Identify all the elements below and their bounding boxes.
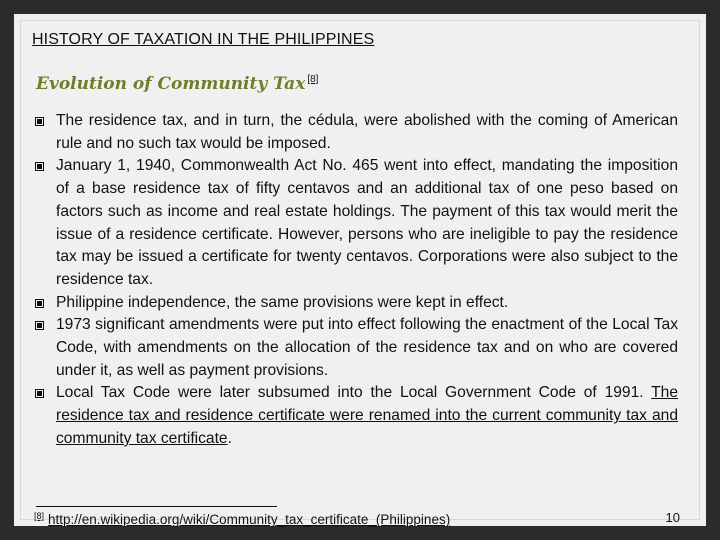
bullet-item [36,155,678,291]
bullet-text-end: . [227,429,232,447]
square-bullet-icon [36,300,43,307]
bullet-item [36,314,678,382]
section-title [36,74,318,94]
bullet-item [36,382,678,450]
bullet-text: Philippine independence, the same provisions were kept in effect. [56,293,509,311]
slide [14,14,706,526]
section-title-text: Evolution of Community Tax [36,74,306,94]
square-bullet-icon [36,390,43,397]
bullet-text: January 1, 1940, Commonwealth Act No. 465 went into effect, mandating the imposition of a base residence tax of fifty centavos and an additional tax of one peso based on factors such as income and real estate holdings. The payment of this tax would merit the issue of a residence certificate. However, persons who are ineligible to pay the residence tax may be issued a certificate for twenty centavos. Corporations were also subject to the residence tax. [56,157,678,288]
footnote-ref: [8] [34,511,45,521]
square-bullet-icon [36,163,43,170]
page-number: 10 [665,510,680,525]
square-bullet-icon [36,322,43,329]
bullet-list [36,110,678,451]
square-bullet-icon [36,118,43,125]
bullet-underlined-text: The residence tax and residence certificate were renamed into the current community tax and community tax certificate [56,384,678,447]
section-title-footnote-ref[interactable]: [8] [307,74,319,85]
bullet-text: Local Tax Code were later subsumed into the Local Government Code of 1991. [56,384,652,402]
footnote-divider [36,506,277,507]
slide-header-title: HISTORY OF TAXATION IN THE PHILIPPINES [32,31,375,48]
bullet-item [36,292,678,315]
footnote [34,511,450,527]
bullet-item [36,110,678,155]
bullet-text: The residence tax, and in turn, the cédula, were abolished with the coming of American rule and no such tax would be imposed. [56,112,678,152]
bullet-text: 1973 significant amendments were put into effect following the enactment of the Local Tax Code, with amendments on the allocation of the residence tax and on who are covered under it, as well as payment provisions. [56,316,678,379]
footnote-link[interactable]: http://en.wikipedia.org/wiki/Community_tax_certificate_(Philippines) [48,512,451,527]
